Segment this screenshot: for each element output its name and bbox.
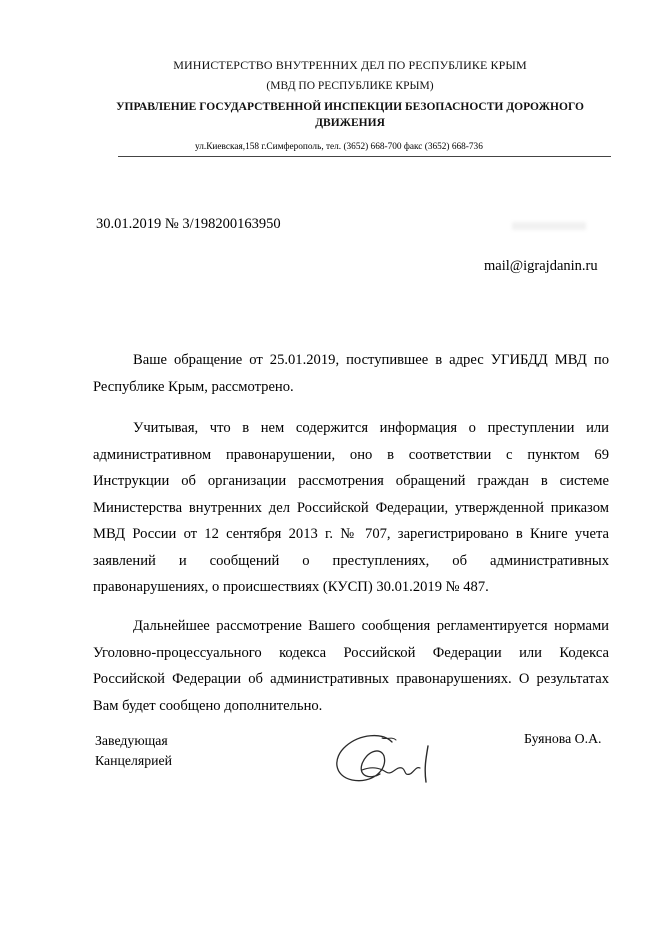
signatory-position-line-1: Заведующая: [95, 733, 168, 748]
paragraph-3: [93, 613, 609, 719]
address-line: ул.Киевская,158 г.Симферополь, тел. (3652) 668-700 факс (3652) 668-736: [195, 142, 483, 152]
department-name-line-2: ДВИЖЕНИЯ: [315, 117, 385, 129]
recipient-email: mail@igrajdanin.ru: [484, 258, 598, 274]
signatory-position: [95, 731, 172, 771]
signatory-position-line-2: Канцелярией: [95, 753, 173, 768]
department-name: [100, 99, 600, 131]
redacted-recipient-name: [512, 222, 586, 230]
ministry-name: МИНИСТЕРСТВО ВНУТРЕННИХ ДЕЛ ПО РЕСПУБЛИКЕ КРЫМ: [173, 58, 527, 72]
paragraph-3-text: Дальнейшее рассмотрение Вашего сообщения регламентируется нормами Уголовно-процессуального кодекса Российской Федерации или Кодекса Российской Федерации об административных правонарушениях. О результатах Вам будет сообщено дополнительно.: [93, 618, 609, 714]
paragraph-2: [93, 415, 609, 601]
ministry-abbreviation: (МВД ПО РЕСПУБЛИКЕ КРЫМ): [266, 80, 434, 92]
header-divider: [118, 156, 611, 157]
paragraph-1-line-2: Республике Крым, рассмотрено.: [93, 378, 294, 395]
handwritten-signature: [322, 726, 447, 792]
registration-number: 30.01.2019 № 3/198200163950: [96, 216, 281, 232]
signatory-name: Буянова О.А.: [524, 731, 602, 746]
paragraph-1-line-1: Ваше обращение от 25.01.2019, поступившее в адрес УГИБДД МВД по: [133, 352, 609, 368]
paragraph-2-text: Учитывая, что в нем содержится информация о преступлении или административном правонарушении, оно в соответствии с пунктом 69 Инструкции об организации рассмотрения обращений граждан в системе Министерства внутренних дел Российской Федерации, утвержденной приказом МВД России от 12 сентября 2013 г. № 707, зарегистрировано в Книге учета заявлений и сообщений о преступлениях, об административных правонарушениях, о происшествиях (КУСП) 30.01.2019 № 487.: [93, 420, 609, 595]
paragraph-1: [93, 347, 609, 400]
department-name-line-1: УПРАВЛЕНИЕ ГОСУДАРСТВЕННОЙ ИНСПЕКЦИИ БЕЗОПАСНОСТИ ДОРОЖНОГО: [116, 101, 584, 113]
